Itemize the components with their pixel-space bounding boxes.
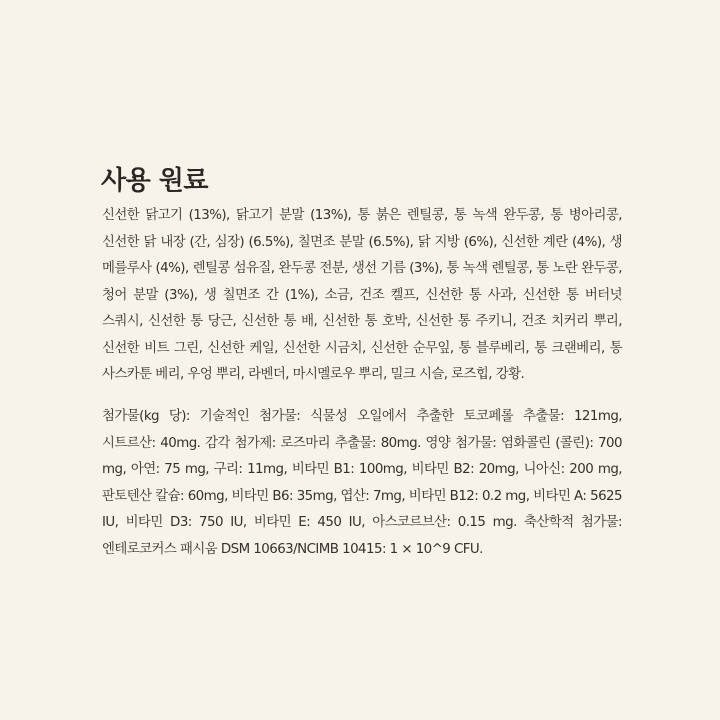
additives-paragraph: 첨가물(kg 당): 기술적인 첨가물: 식물성 오일에서 추출한 토코페롤 추출물: 121mg, 시트르산: 40mg. 감각 첨가제: 로즈마리 추출물: 80mg. 영양 첨가물: 염화콜린 (콜린): 700 mg, 아연: 75 mg, 구리: 11mg, 비타민 B1: 100mg, 비타민 B2: 20mg, 니아신: 200 mg, 판토텐산 칼슘: 60mg, 비타민 B6: 35mg, 엽산: 7mg, 비타민 B12: 0.2 mg, 비타민 A: 5625 IU, 비타민 D3: 750 IU, 비타민 E: 450 IU, 아스코르브산: 0.15 mg. 축산학적 첨가물: 엔테로코커스 패시움 DSM 10663/NCIMB 10415: 1 × 10^9 CFU.	[102, 409, 622, 557]
ingredients-paragraph: 신선한 닭고기 (13%), 닭고기 분말 (13%), 통 붉은 렌틸콩, 통 녹색 완두콩, 통 병아리콩, 신선한 닭 내장 (간, 심장) (6.5%), 칠면조 분말 (6.5%), 닭 지방 (6%), 신선한 계란 (4%), 생 메를루사 (4%), 렌틸콩 섬유질, 완두콩 전분, 생선 기름 (3%), 통 녹색 렌틸콩, 통 노란 완두콩, 청어 분말 (3%), 생 칠면조 간 (1%), 소금, 건조 켈프, 신선한 통 사과, 신선한 통 버터넛 스쿼시, 신선한 통 당근, 신선한 통 배, 신선한 통 호박, 신선한 통 주키니, 건조 치커리 뿌리, 신선한 비트 그린, 신선한 케일, 신선한 시금치, 신선한 순무잎, 통 블루베리, 통 크랜베리, 통 사스카툰 베리, 우엉 뿌리, 라벤더, 마시멜로우 뿌리, 밀크 시슬, 로즈힙, 강황.	[102, 208, 622, 382]
section-title: 사용 원료	[101, 166, 209, 196]
